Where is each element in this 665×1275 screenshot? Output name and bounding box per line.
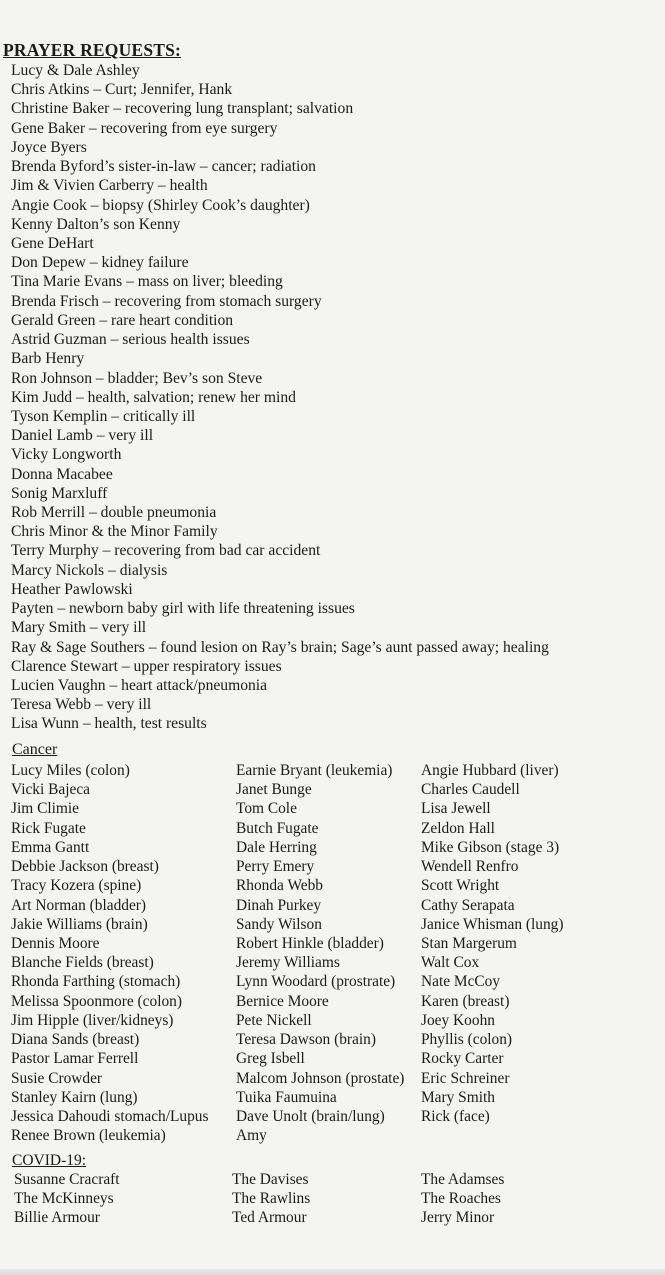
cancer-name: Jim Hipple (liver/kidneys) [11, 1011, 174, 1029]
cancer-name: Malcom Johnson (prostate) [236, 1069, 405, 1087]
covid-column-2 [232, 1170, 310, 1228]
prayer-request-item: Christine Baker – recovering lung transplant; salvation [11, 100, 354, 118]
cancer-name: Eric Schreiner [421, 1069, 510, 1087]
covid-name: The Adamses [421, 1171, 505, 1188]
cancer-name: Charles Caudell [421, 781, 520, 799]
prayer-request-item: Marcy Nickols – dialysis [11, 561, 168, 579]
covid-column-3 [421, 1170, 504, 1228]
cancer-name: Emma Gantt [11, 838, 90, 856]
cancer-name: Janice Whisman (lung) [421, 915, 564, 933]
cancer-name: Jessica Dahoudi stomach/Lupus [11, 1107, 209, 1125]
cancer-name: Wendell Renfro [421, 858, 519, 876]
prayer-request-item: Kenny Dalton’s son Kenny [11, 215, 181, 233]
prayer-request-item: Payten – newborn baby girl with life threatening issues [11, 600, 355, 618]
cancer-name: Cathy Serapata [421, 896, 515, 914]
prayer-request-item: Don Depew – kidney failure [11, 254, 189, 272]
covid-name: The Rawlins [232, 1190, 311, 1208]
covid-name: Jerry Minor [421, 1209, 495, 1227]
cancer-name: Pete Nickell [236, 1011, 312, 1029]
cancer-name: Pastor Lamar Ferrell [11, 1050, 139, 1068]
cancer-name: Karen (breast) [421, 992, 510, 1010]
prayer-request-item: Rob Merrill – double pneumonia [11, 504, 217, 522]
prayer-request-item: Gerald Green – rare heart condition [11, 311, 234, 329]
cancer-name: Walt Cox [421, 954, 480, 972]
cancer-name: Sandy Wilson [236, 915, 322, 933]
cancer-name: Zeldon Hall [421, 819, 495, 837]
cancer-name: Diana Sands (breast) [11, 1031, 140, 1049]
prayer-requests-list [11, 61, 549, 734]
prayer-request-item: Gene DeHart [11, 234, 94, 252]
cancer-name: Debbie Jackson (breast) [11, 858, 159, 876]
prayer-request-item: Terry Murphy – recovering from bad car accident [11, 542, 321, 560]
cancer-name: Tuika Faumuina [236, 1088, 337, 1106]
cancer-name: Greg Isbell [236, 1050, 305, 1068]
covid-name: The Roaches [421, 1190, 501, 1208]
cancer-name: Rick Fugate [11, 819, 86, 837]
prayer-request-item: Vicky Longworth [11, 446, 122, 464]
cancer-name: Angie Hubbard (liver) [421, 762, 559, 779]
cancer-name: Dennis Moore [11, 934, 100, 952]
cancer-name: Lisa Jewell [421, 800, 491, 818]
cancer-name: Teresa Dawson (brain) [236, 1031, 376, 1049]
cancer-name: Rick (face) [421, 1107, 490, 1125]
cancer-name: Susie Crowder [11, 1069, 103, 1087]
prayer-request-item: Joyce Byers [11, 138, 87, 156]
cancer-name: Rhonda Webb [236, 877, 323, 895]
prayer-request-item: Lucy & Dale Ashley [11, 62, 140, 79]
cancer-name: Mary Smith [421, 1088, 495, 1106]
prayer-request-item: Kim Judd – health, salvation; renew her mind [11, 388, 296, 406]
cancer-name: Stanley Kairn (lung) [11, 1088, 138, 1106]
cancer-name: Earnie Bryant (leukemia) [236, 762, 393, 779]
paper-bottom-edge [0, 1269, 665, 1275]
prayer-request-item: Teresa Webb – very ill [11, 696, 152, 714]
cancer-name: Butch Fugate [236, 819, 319, 837]
cancer-name: Dale Herring [236, 838, 317, 856]
prayer-request-item: Daniel Lamb – very ill [11, 427, 154, 445]
cancer-name: Scott Wright [421, 877, 500, 895]
prayer-request-item: Donna Macabee [11, 465, 113, 483]
cancer-name: Lynn Woodard (prostrate) [236, 973, 396, 991]
covid-column-1 [14, 1170, 120, 1228]
cancer-name: Bernice Moore [236, 992, 329, 1010]
cancer-column-1 [11, 761, 208, 1145]
prayer-request-item: Ray & Sage Southers – found lesion on Ray’s brain; Sage’s aunt passed away; healing [11, 638, 549, 656]
prayer-request-item: Lisa Wunn – health, test results [11, 715, 207, 733]
cancer-name: Dave Unolt (brain/lung) [236, 1107, 385, 1125]
cancer-column-3 [421, 761, 563, 1126]
cancer-name: Robert Hinkle (bladder) [236, 934, 384, 952]
cancer-name: Phyllis (colon) [421, 1031, 513, 1049]
prayer-request-item: Brenda Byford’s sister-in-law – cancer; radiation [11, 158, 316, 176]
cancer-name: Amy [236, 1127, 267, 1145]
prayer-request-item: Clarence Stewart – upper respiratory issues [11, 657, 282, 675]
cancer-name: Joey Koohn [421, 1011, 495, 1029]
cancer-name: Renee Brown (leukemia) [11, 1127, 166, 1145]
cancer-name: Blanche Fields (breast) [11, 954, 154, 972]
prayer-request-item: Chris Atkins – Curt; Jennifer, Hank [11, 81, 233, 99]
cancer-name: Vicki Bajeca [11, 781, 90, 799]
prayer-request-item: Barb Henry [11, 350, 85, 368]
cancer-name: Jakie Williams (brain) [11, 915, 148, 933]
prayer-request-item: Brenda Frisch – recovering from stomach surgery [11, 292, 322, 310]
prayer-request-item: Ron Johnson – bladder; Bev’s son Steve [11, 369, 263, 387]
cancer-name: Jeremy Williams [236, 954, 340, 972]
covid-name: The Davises [232, 1171, 309, 1188]
cancer-name: Rocky Carter [421, 1050, 504, 1068]
covid-name: Ted Armour [232, 1209, 307, 1227]
prayer-request-item: Gene Baker – recovering from eye surgery [11, 119, 278, 137]
covid-name: Susanne Cracraft [14, 1171, 120, 1188]
cancer-name: Mike Gibson (stage 3) [421, 838, 560, 856]
covid-heading: COVID-19: [12, 1152, 87, 1169]
prayer-request-item: Sonig Marxluff [11, 484, 108, 502]
cancer-heading: Cancer [12, 741, 58, 758]
cancer-name: Stan Margerum [421, 934, 517, 952]
cancer-name: Lucy Miles (colon) [11, 762, 130, 779]
covid-name: Billie Armour [14, 1209, 100, 1227]
cancer-name: Art Norman (bladder) [11, 896, 147, 914]
cancer-name: Tom Cole [236, 800, 297, 818]
prayer-request-item: Tyson Kemplin – critically ill [11, 407, 196, 425]
prayer-request-item: Astrid Guzman – serious health issues [11, 331, 250, 349]
prayer-request-item: Chris Minor & the Minor Family [11, 523, 218, 541]
prayer-requests-heading: PRAYER REQUESTS: [3, 40, 182, 60]
cancer-column-2 [236, 761, 404, 1145]
cancer-name: Dinah Purkey [236, 896, 322, 914]
prayer-request-item: Lucien Vaughn – heart attack/pneumonia [11, 677, 268, 694]
covid-name: The McKinneys [14, 1190, 114, 1208]
prayer-request-item: Tina Marie Evans – mass on liver; bleeding [11, 273, 283, 291]
prayer-request-item: Angie Cook – biopsy (Shirley Cook’s daughter) [11, 196, 310, 214]
cancer-name: Nate McCoy [421, 973, 501, 991]
prayer-request-item: Mary Smith – very ill [11, 619, 147, 637]
cancer-name: Janet Bunge [236, 781, 312, 799]
cancer-name: Jim Climie [11, 800, 79, 818]
cancer-name: Tracy Kozera (spine) [11, 877, 142, 895]
cancer-name: Perry Emery [236, 858, 315, 876]
prayer-request-item: Jim & Vivien Carberry – health [11, 177, 208, 195]
cancer-name: Rhonda Farthing (stomach) [11, 973, 181, 991]
prayer-request-item: Heather Pawlowski [11, 580, 133, 598]
cancer-name: Melissa Spoonmore (colon) [11, 992, 182, 1010]
